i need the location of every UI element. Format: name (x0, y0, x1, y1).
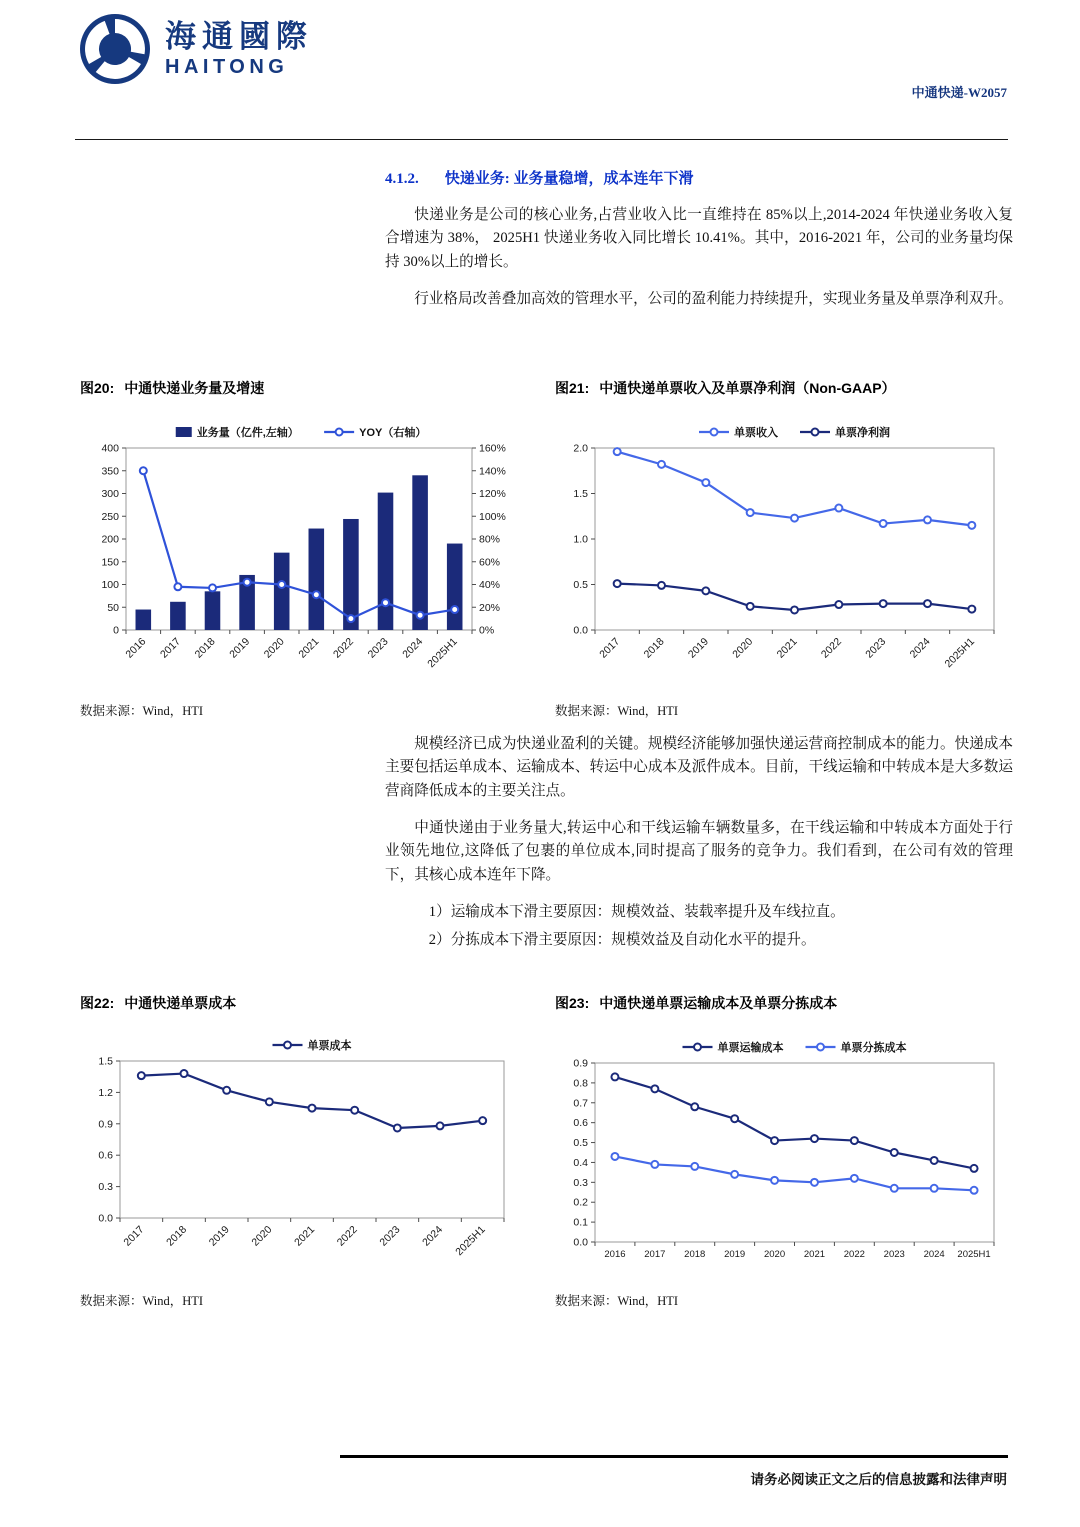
figure-23-source: 数据来源：Wind，HTI (555, 1294, 679, 1308)
svg-text:单票收入: 单票收入 (734, 427, 778, 439)
svg-text:2023: 2023 (377, 1223, 403, 1249)
haitong-logo (78, 12, 313, 86)
svg-text:0.0: 0.0 (573, 1236, 588, 1249)
svg-text:100: 100 (101, 579, 119, 591)
svg-text:2022: 2022 (843, 1249, 865, 1260)
svg-text:40%: 40% (479, 579, 501, 591)
section-heading (385, 167, 694, 188)
body-text-block-2 (385, 733, 1013, 956)
figure-20-caption (80, 378, 520, 398)
figure-21-source: 数据来源：Wind，HTI (555, 704, 679, 718)
svg-text:2019: 2019 (685, 635, 711, 661)
figure-22-title: 中通快递单票成本 (124, 995, 237, 1011)
svg-text:单票分拣成本: 单票分拣成本 (840, 1042, 907, 1054)
figure-23-title: 中通快递单票运输成本及单票分拣成本 (599, 995, 838, 1011)
svg-text:0.5: 0.5 (573, 579, 588, 591)
svg-text:2023: 2023 (365, 635, 391, 661)
svg-text:2016: 2016 (123, 635, 149, 661)
svg-text:单票运输成本: 单票运输成本 (717, 1042, 784, 1054)
paragraph: 规模经济已成为快递业盈利的关键。规模经济能够加强快递运营商控制成本的能力。快递成本主要包括运单成本、运输成本、转运中心成本及派件成本。目前，干线运输和中转成本是大多数运营商降低成本的主要关注点。 (385, 736, 1013, 799)
svg-text:2018: 2018 (641, 635, 667, 661)
chart-volume-and-growth (80, 414, 520, 689)
svg-text:200: 200 (101, 533, 119, 546)
svg-text:2024: 2024 (923, 1249, 945, 1260)
figure-21-title: 中通快递单票收入及单票净利润（Non-GAAP） (599, 380, 896, 396)
svg-text:2022: 2022 (334, 1223, 360, 1249)
svg-text:140%: 140% (479, 465, 506, 478)
figure-22 (80, 993, 520, 1309)
svg-text:2020: 2020 (763, 1249, 786, 1260)
svg-text:0.7: 0.7 (573, 1097, 588, 1110)
svg-text:100%: 100% (479, 510, 506, 523)
figure-22-caption (80, 993, 520, 1013)
svg-text:2025H1: 2025H1 (957, 1249, 991, 1260)
figure-20-label: 图20: (80, 380, 115, 396)
svg-text:2020: 2020 (730, 635, 756, 661)
svg-text:60%: 60% (479, 556, 501, 569)
svg-text:2017: 2017 (158, 635, 184, 661)
svg-text:250: 250 (101, 510, 119, 523)
svg-text:20%: 20% (479, 601, 501, 614)
haitong-logo-text (165, 20, 313, 78)
svg-text:150: 150 (101, 556, 119, 569)
svg-text:2017: 2017 (644, 1249, 666, 1260)
svg-text:0.9: 0.9 (98, 1118, 113, 1131)
svg-text:2017: 2017 (597, 635, 623, 661)
svg-text:0.6: 0.6 (98, 1149, 113, 1162)
svg-text:2020: 2020 (249, 1223, 275, 1249)
svg-text:0.3: 0.3 (98, 1181, 113, 1194)
svg-text:单票净利润: 单票净利润 (835, 427, 890, 439)
svg-text:2021: 2021 (296, 635, 322, 661)
svg-text:业务量（亿件,左轴）: 业务量（亿件,左轴） (196, 427, 299, 439)
svg-text:2024: 2024 (400, 635, 426, 661)
svg-text:2016: 2016 (604, 1249, 626, 1260)
svg-text:2020: 2020 (261, 635, 287, 661)
svg-text:2018: 2018 (684, 1249, 706, 1260)
chart-cost-per-parcel (80, 1029, 520, 1279)
svg-text:2019: 2019 (724, 1249, 746, 1260)
svg-text:2022: 2022 (331, 635, 357, 661)
svg-text:0.2: 0.2 (573, 1196, 588, 1209)
svg-text:2019: 2019 (227, 635, 253, 661)
svg-text:0.9: 0.9 (573, 1057, 588, 1070)
paragraph: 中通快递由于业务量大,转运中心和干线运输车辆数量多，在干线运输和中转成本方面处于行业领先地位,这降低了包裹的单位成本,同时提高了服务的竞争力。我们看到，在公司有效的管理下，其核心成本连年下降。 (385, 820, 1013, 883)
figure-21-caption (555, 378, 1008, 398)
svg-text:2024: 2024 (420, 1223, 446, 1249)
svg-text:2018: 2018 (192, 635, 218, 661)
svg-text:2.0: 2.0 (573, 442, 588, 455)
figure-22-source: 数据来源：Wind，HTI (80, 1294, 204, 1308)
svg-text:80%: 80% (479, 533, 501, 546)
svg-text:2021: 2021 (774, 635, 800, 661)
svg-text:0.6: 0.6 (573, 1117, 588, 1130)
svg-text:1.2: 1.2 (98, 1086, 113, 1099)
body-text-block-1 (385, 204, 1013, 325)
list-item-2: 2）分拣成本下滑主要原因：规模效益及自动化水平的提升。 (428, 931, 816, 948)
section-number: 4.1.2. (385, 171, 419, 187)
svg-text:0.5: 0.5 (573, 1137, 588, 1150)
figure-row-2 (80, 993, 1008, 1309)
svg-text:2019: 2019 (206, 1223, 232, 1249)
svg-text:400: 400 (101, 442, 119, 455)
figure-21 (555, 378, 1008, 719)
figure-22-label: 图22: (80, 995, 115, 1011)
figure-23 (555, 993, 1008, 1309)
logo-subtitle: HAITONG (165, 56, 289, 79)
svg-text:1.5: 1.5 (98, 1055, 113, 1068)
svg-text:300: 300 (101, 488, 119, 500)
chart-revenue-profit-per-parcel (555, 414, 1008, 689)
svg-text:2023: 2023 (883, 1249, 905, 1260)
svg-text:120%: 120% (479, 488, 506, 500)
svg-text:0.0: 0.0 (573, 624, 588, 637)
footer-disclaimer: 请务必阅读正文之后的信息披露和法律声明 (750, 1472, 1007, 1487)
svg-text:YOY（右轴）: YOY（右轴） (359, 427, 427, 439)
svg-text:0.0: 0.0 (98, 1212, 113, 1225)
svg-text:1.5: 1.5 (573, 488, 588, 500)
paragraph: 快递业务是公司的核心业务,占营业收入比一直维持在 85%以上,2014-2024 年快递业务收入复合增速为 38%， 2025H1 快递业务收入同比增长 10.41%。其中，2016-2021 年，公司的业务量均保持 30%以上的增长。 (385, 207, 1013, 270)
section-title: 快递业务: 业务量稳增，成本连年下滑 (444, 171, 694, 187)
logo-title: 海通國際 (165, 18, 313, 54)
figure-23-label: 图23: (555, 995, 590, 1011)
figure-21-label: 图21: (555, 380, 590, 396)
figure-20-title: 中通快递业务量及增速 (124, 380, 265, 396)
svg-text:350: 350 (101, 465, 119, 478)
svg-text:0: 0 (113, 624, 119, 637)
svg-text:0.4: 0.4 (573, 1156, 588, 1169)
svg-text:2025H1: 2025H1 (425, 635, 460, 671)
svg-text:2022: 2022 (818, 635, 844, 661)
paragraph: 行业格局改善叠加高效的管理水平，公司的盈利能力持续提升，实现业务量及单票净利双升。 (414, 291, 1013, 308)
figure-20 (80, 378, 520, 719)
footer-divider (340, 1455, 1008, 1458)
figure-23-caption (555, 993, 1008, 1013)
chart-transport-sorting-cost (555, 1029, 1008, 1279)
svg-text:50: 50 (107, 601, 119, 614)
svg-text:0.1: 0.1 (573, 1216, 588, 1229)
list-item-1: 1）运输成本下滑主要原因：规模效益、装载率提升及车线拉直。 (428, 904, 845, 921)
svg-text:2018: 2018 (164, 1223, 190, 1249)
document-reference: 中通快递-W2057 (911, 85, 1007, 100)
svg-text:0.3: 0.3 (573, 1176, 588, 1189)
svg-text:2024: 2024 (907, 635, 933, 661)
svg-text:单票成本: 单票成本 (307, 1040, 352, 1052)
svg-text:1.0: 1.0 (573, 533, 588, 546)
svg-text:0%: 0% (479, 624, 495, 637)
svg-text:2025H1: 2025H1 (942, 635, 977, 671)
svg-text:2025H1: 2025H1 (453, 1223, 488, 1259)
svg-text:0.8: 0.8 (573, 1077, 588, 1090)
figure-20-source: 数据来源：Wind，HTI (80, 704, 204, 718)
figure-row-1 (80, 378, 1008, 719)
svg-text:160%: 160% (479, 442, 506, 455)
haitong-logo-icon (78, 12, 152, 86)
svg-text:2021: 2021 (803, 1249, 826, 1260)
svg-text:2017: 2017 (121, 1223, 147, 1249)
header-divider (75, 139, 1008, 140)
svg-text:2023: 2023 (863, 635, 889, 661)
svg-text:2021: 2021 (292, 1223, 318, 1249)
